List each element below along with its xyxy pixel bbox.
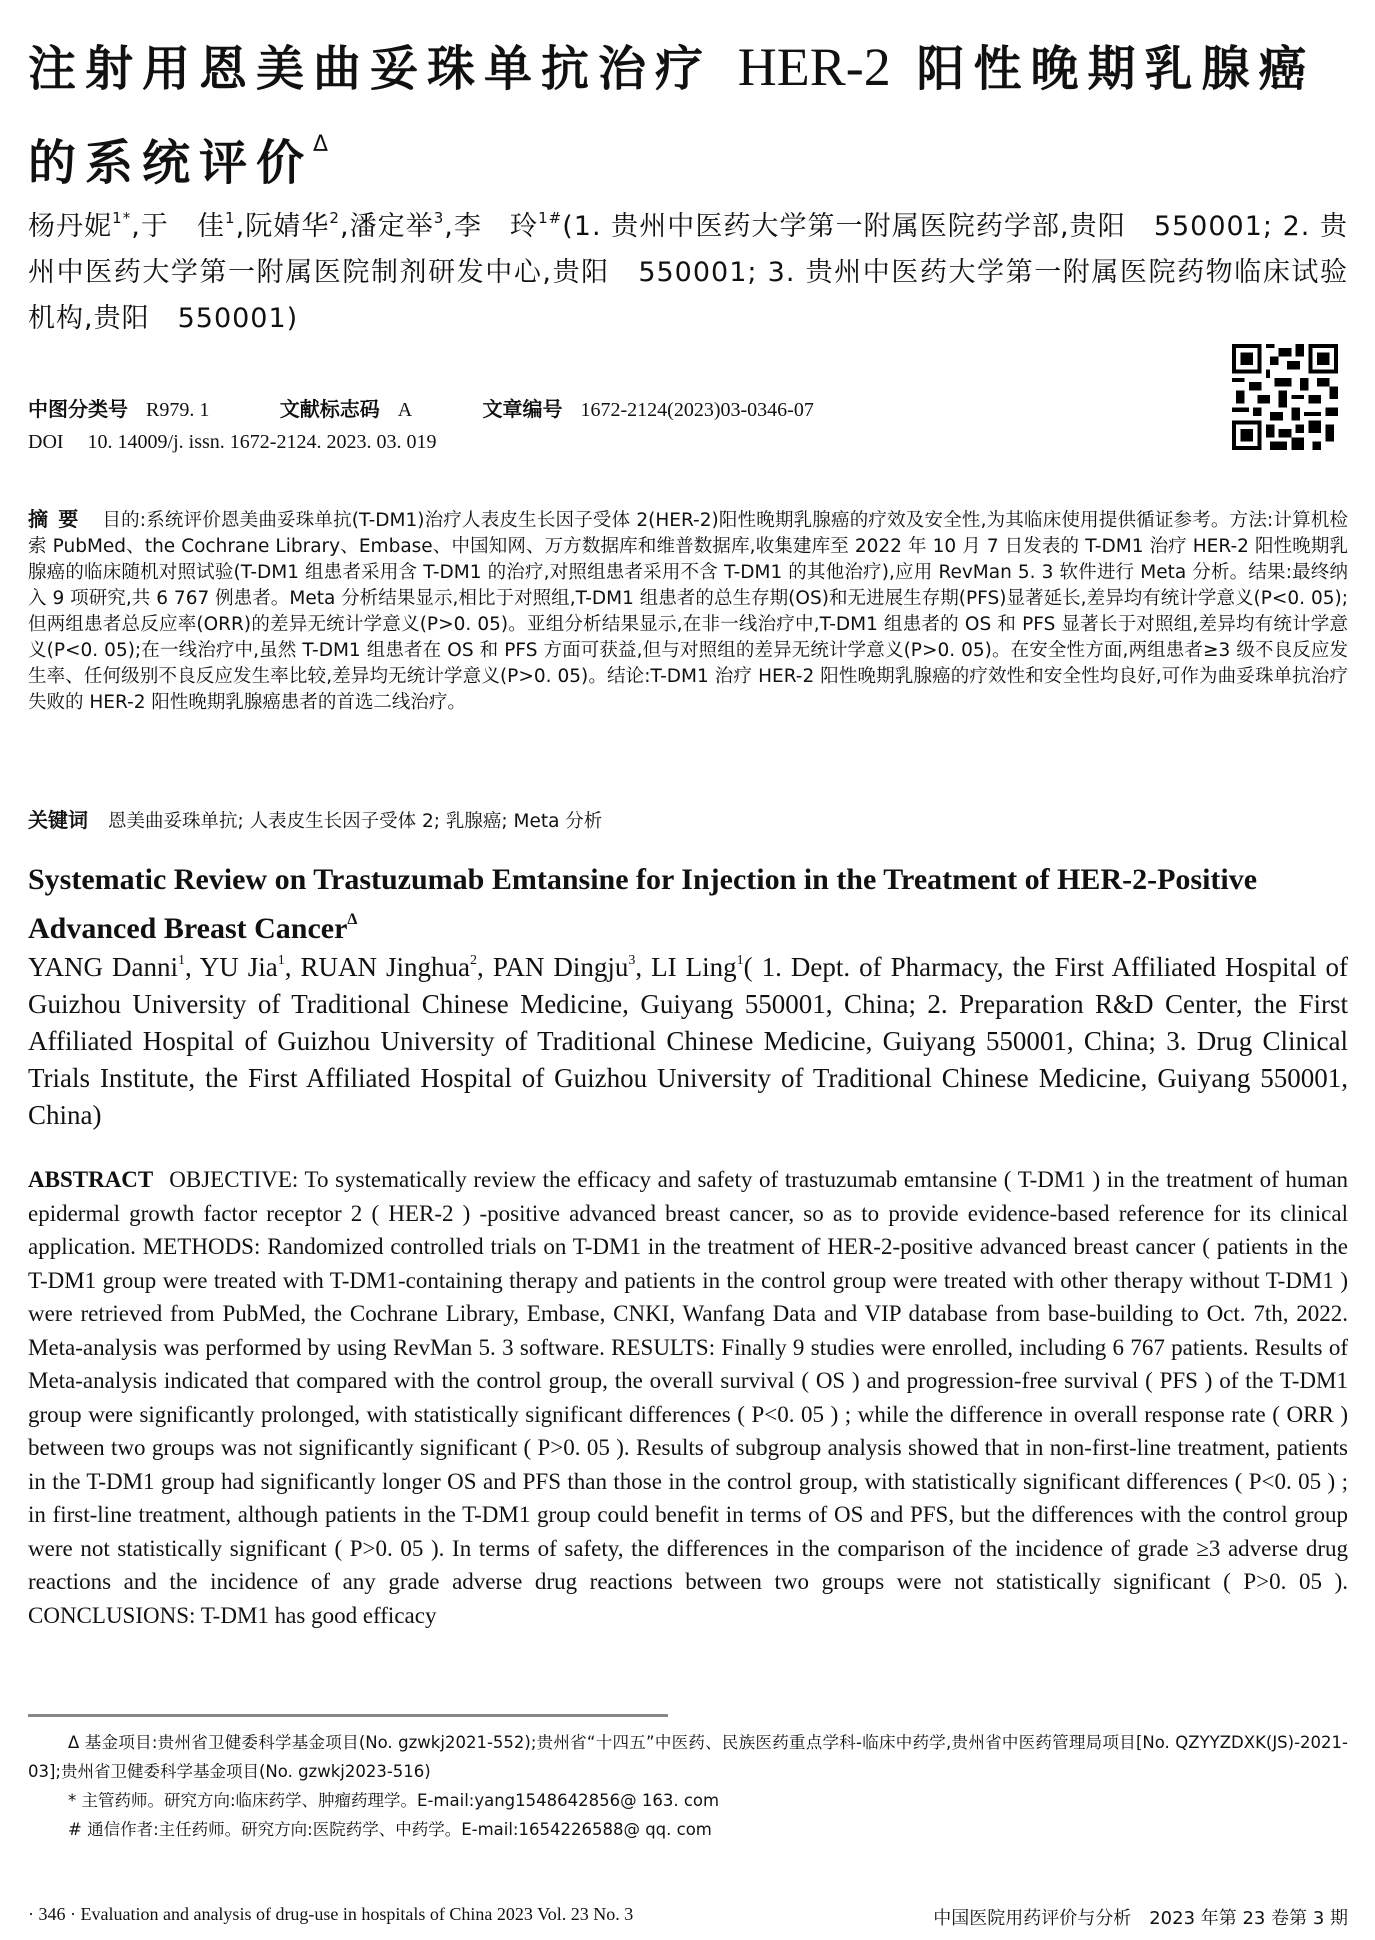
footnote-funding: Δ 基金项目:贵州省卫健委科学基金项目(No. gzwkj2021-552);贵州省“十四五”中医药、民族医药重点学科-临床中药学,贵州省中医药管理局项目[No. QZYYZDXK(JS)-2021-03];贵州省卫健委科学基金项目(No. gzwkj2023-516)	[28, 1733, 1348, 1781]
author-cn: 李 玲$^{1\#}$	[453, 209, 563, 242]
author-cn: 潘定举$^3$	[349, 209, 445, 242]
doc-code-label: 文献标志码	[279, 397, 380, 421]
author-en: PAN Dingju$^3$	[492, 952, 636, 982]
article-number-label: 文章编号	[482, 397, 563, 421]
abstract-en-label: ABSTRACT	[28, 1167, 154, 1192]
funding-mark-en: Δ	[347, 911, 358, 928]
abstract-cn	[28, 506, 1348, 716]
qr-code-icon[interactable]	[1232, 344, 1338, 450]
keywords-cn-text: 恩美曲妥珠单抗; 人表皮生长因子受体 2; 乳腺癌; Meta 分析	[108, 811, 603, 832]
authors-cn: 杨丹妮$^{1*}$,于 佳$^1$,阮婧华$^2$,潘定举$^3$,李 玲$^{1\#}$(1. 贵州中医药大学第一附属医院药学部,贵阳 550001; 2. 贵州中医药大学第一附属医院制剂研发中心,贵阳 550001; 3. 贵州中医药大学第一附属医院药物临床试验机构,贵阳 550001)	[28, 209, 1349, 334]
author-en: YANG Danni$^1$	[28, 952, 185, 982]
article-title-en	[28, 860, 1348, 949]
footer-journal-cn: 中国医院用药评价与分析 2023 年第 23 卷第 3 期	[933, 1908, 1348, 1929]
article-number-value: 1672-2124(2023)03-0346-07	[580, 399, 814, 421]
title-cn-her: HER-2	[737, 37, 891, 97]
article-title-cn	[28, 30, 1348, 201]
footnote-corresponding: # 通信作者:主任药师。研究方向:医院药学、中药学。E-mail:1654226588@ qq. com	[68, 1820, 712, 1839]
abstract-cn-text: 目的:系统评价恩美曲妥珠单抗(T-DM1)治疗人表皮生长因子受体 2(HER-2)阳性晚期乳腺癌的疗效及安全性,为其临床使用提供循证参考。方法:计算机检索 PubMed、the Cochrane Library、Embase、中国知网、万方数据库和维普数据库,收集建库至 2022 年 10 月 7 日发表的 T-DM1 治疗 HER-2 阳性晚期乳腺癌的临床随机对照试验(T-DM1 组患者采用含 T-DM1 的治疗,对照组患者采用不含 T-DM1 的其他治疗),应用 RevMan 5. 3 软件进行 Meta 分析。结果:最终纳入 9 项研究,共 6 767 例患者。Meta 分析结果显示,相比于对照组,T-DM1 组患者的总生存期(OS)和无进展生存期(PFS)显著延长,差异均有统计学意义(P<0. 05);但两组患者总反应率(ORR)的差异无统计学意义(P>0. 05)。亚组分析结果显示,在非一线治疗中,T-DM1 组患者的 OS 和 PFS 显著长于对照组,差异均有统计学意义(P<0. 05);在一线治疗中,虽然 T-DM1 组患者在 OS 和 PFS 方面可获益,但与对照组的差异无统计学意义(P>0. 05)。在安全性方面,两组患者≥3 级不良反应发生率、任何级别不良反应发生率比较,差异均无统计学意义(P>0. 05)。结论:T-DM1 治疗 HER-2 阳性晚期乳腺癌的疗效性和安全性均良好,可作为曲妥珠单抗治疗失败的 HER-2 阳性晚期乳腺癌患者的首选二线治疗。	[28, 510, 1349, 713]
title-cn-part1: 注射用恩美曲妥珠单抗治疗	[28, 41, 713, 97]
keywords-cn-label: 关键词	[28, 808, 88, 832]
abstract-en-text: OBJECTIVE: To systematically review the efficacy and safety of trastuzumab emtansine ( T-DM1 ) in the treatment of human epidermal growth factor receptor 2 ( HER-2 ) -positive advanced breast cancer, so as to provide evidence-based reference for its clinical application. METHODS: Randomized controlled trials on T-DM1 in the treatment of HER-2-positive advanced breast cancer ( patients in the T-DM1 group were treated with T-DM1-containing therapy and patients in the control group were treated with other therapy without T-DM1 ) were retrieved from PubMed, the Cochrane Library, Embase, CNKI, Wanfang Data and VIP database from base-building to Oct. 7th, 2022. Meta-analysis was performed by using RevMan 5. 3 software. RESULTS: Finally 9 studies were enrolled, including 6 767 patients. Results of Meta-analysis indicated that compared with the control group, the overall survival ( OS ) and progression-free survival ( PFS ) of the T-DM1 group were significantly prolonged, with statistically significant differences ( P<0. 05 ) ; while the difference in overall response rate ( ORR ) between two groups was not significantly significant ( P>0. 05 ). Results of subgroup analysis showed that in non-first-line treatment, patients in the T-DM1 group had significantly longer OS and PFS than those in the control group, with statistically significant differences ( P<0. 05 ) ; in first-line treatment, although patients in the T-DM1 group could benefit in terms of OS and PFS, but the differences with the control group were not statistically significant ( P>0. 05 ). In terms of safety, the differences in the comparison of the incidence of grade ≥3 adverse drug reactions and the incidence of any grade adverse drug reactions between two groups were not statistically significant ( P>0. 05 ). CONCLUSIONS: T-DM1 has good efficacy	[28, 1167, 1348, 1628]
footnotes	[28, 1728, 1348, 1844]
funding-mark: Δ	[313, 132, 338, 157]
clc-value: R979. 1	[146, 399, 210, 421]
doi-value: 10. 14009/j. issn. 1672-2124. 2023. 03. 019	[87, 431, 437, 453]
title-en-text: Systematic Review on Trastuzumab Emtansine for Injection in the Treatment of HER-2-Positive Advanced Breast Cancer	[28, 863, 1258, 945]
footnote-divider	[28, 1714, 668, 1717]
footnote-first-author: * 主管药师。研究方向:临床药学、肿瘤药理学。E-mail:yang1548642856@ 163. com	[68, 1791, 720, 1810]
affiliations-en: ( 1. Dept. of Pharmacy, the First Affiliated Hospital of Guizhou University of Traditional Chinese Medicine, Guiyang 550001, China; 2. Preparation R&D Center, the First Affiliated Hospital of Guizhou University of Traditional Chinese Medicine, Guiyang 550001, China; 3. Drug Clinical Trials Institute, the First Affiliated Hospital of Guizhou University of Traditional Chinese Medicine, Guiyang 550001, China)	[28, 952, 1349, 1130]
classification-row	[28, 393, 878, 422]
author-en: LI Ling$^1$	[651, 952, 744, 982]
clc-label: 中图分类号	[28, 397, 128, 421]
abstract-en	[28, 1163, 1348, 1632]
footer-journal-en: · 346 · Evaluation and analysis of drug-use in hospitals of China 2023 Vol. 23 No. 3	[28, 1904, 634, 1924]
doi-row	[28, 431, 436, 454]
author-cn: 阮婧华$^2$	[245, 209, 340, 242]
author-cn: 于 佳$^1$	[140, 209, 236, 242]
abstract-cn-label: 摘要	[28, 507, 89, 531]
page-footer	[28, 1904, 1348, 1930]
doi-label: DOI	[28, 431, 64, 453]
author-cn: 杨丹妮$^{1*}$	[28, 209, 132, 242]
title-cn-part2: 阳性晚期乳腺癌的系统评价	[28, 41, 1316, 191]
affiliations-cn: (1. 贵州中医药大学第一附属医院药学部,贵阳 550001; 2. 贵州中医药大学第一附属医院制剂研发中心,贵阳 550001; 3. 贵州中医药大学第一附属医院药物临床试验机构,贵阳 550001)	[28, 211, 1349, 334]
doc-code-value: A	[397, 399, 413, 421]
authors-en: YANG Danni$^1$, YU Jia$^1$, RUAN Jinghua$^2$, PAN Dingju$^3$, LI Ling$^1$( 1. Dept. of Pharmacy, the First Affiliated Hospital of Guizhou University of Traditional Chinese Medicine, Guiyang 550001, China; 2. Preparation R&D Center, the First Affiliated Hospital of Guizhou University of Traditional Chinese Medicine, Guiyang 550001, China; 3. Drug Clinical Trials Institute, the First Affiliated Hospital of Guizhou University of Traditional Chinese Medicine, Guiyang 550001, China)	[28, 952, 1349, 1130]
author-en: RUAN Jinghua$^2$	[300, 952, 478, 982]
author-en: YU Jia$^1$	[199, 952, 285, 982]
keywords-cn	[28, 804, 602, 833]
